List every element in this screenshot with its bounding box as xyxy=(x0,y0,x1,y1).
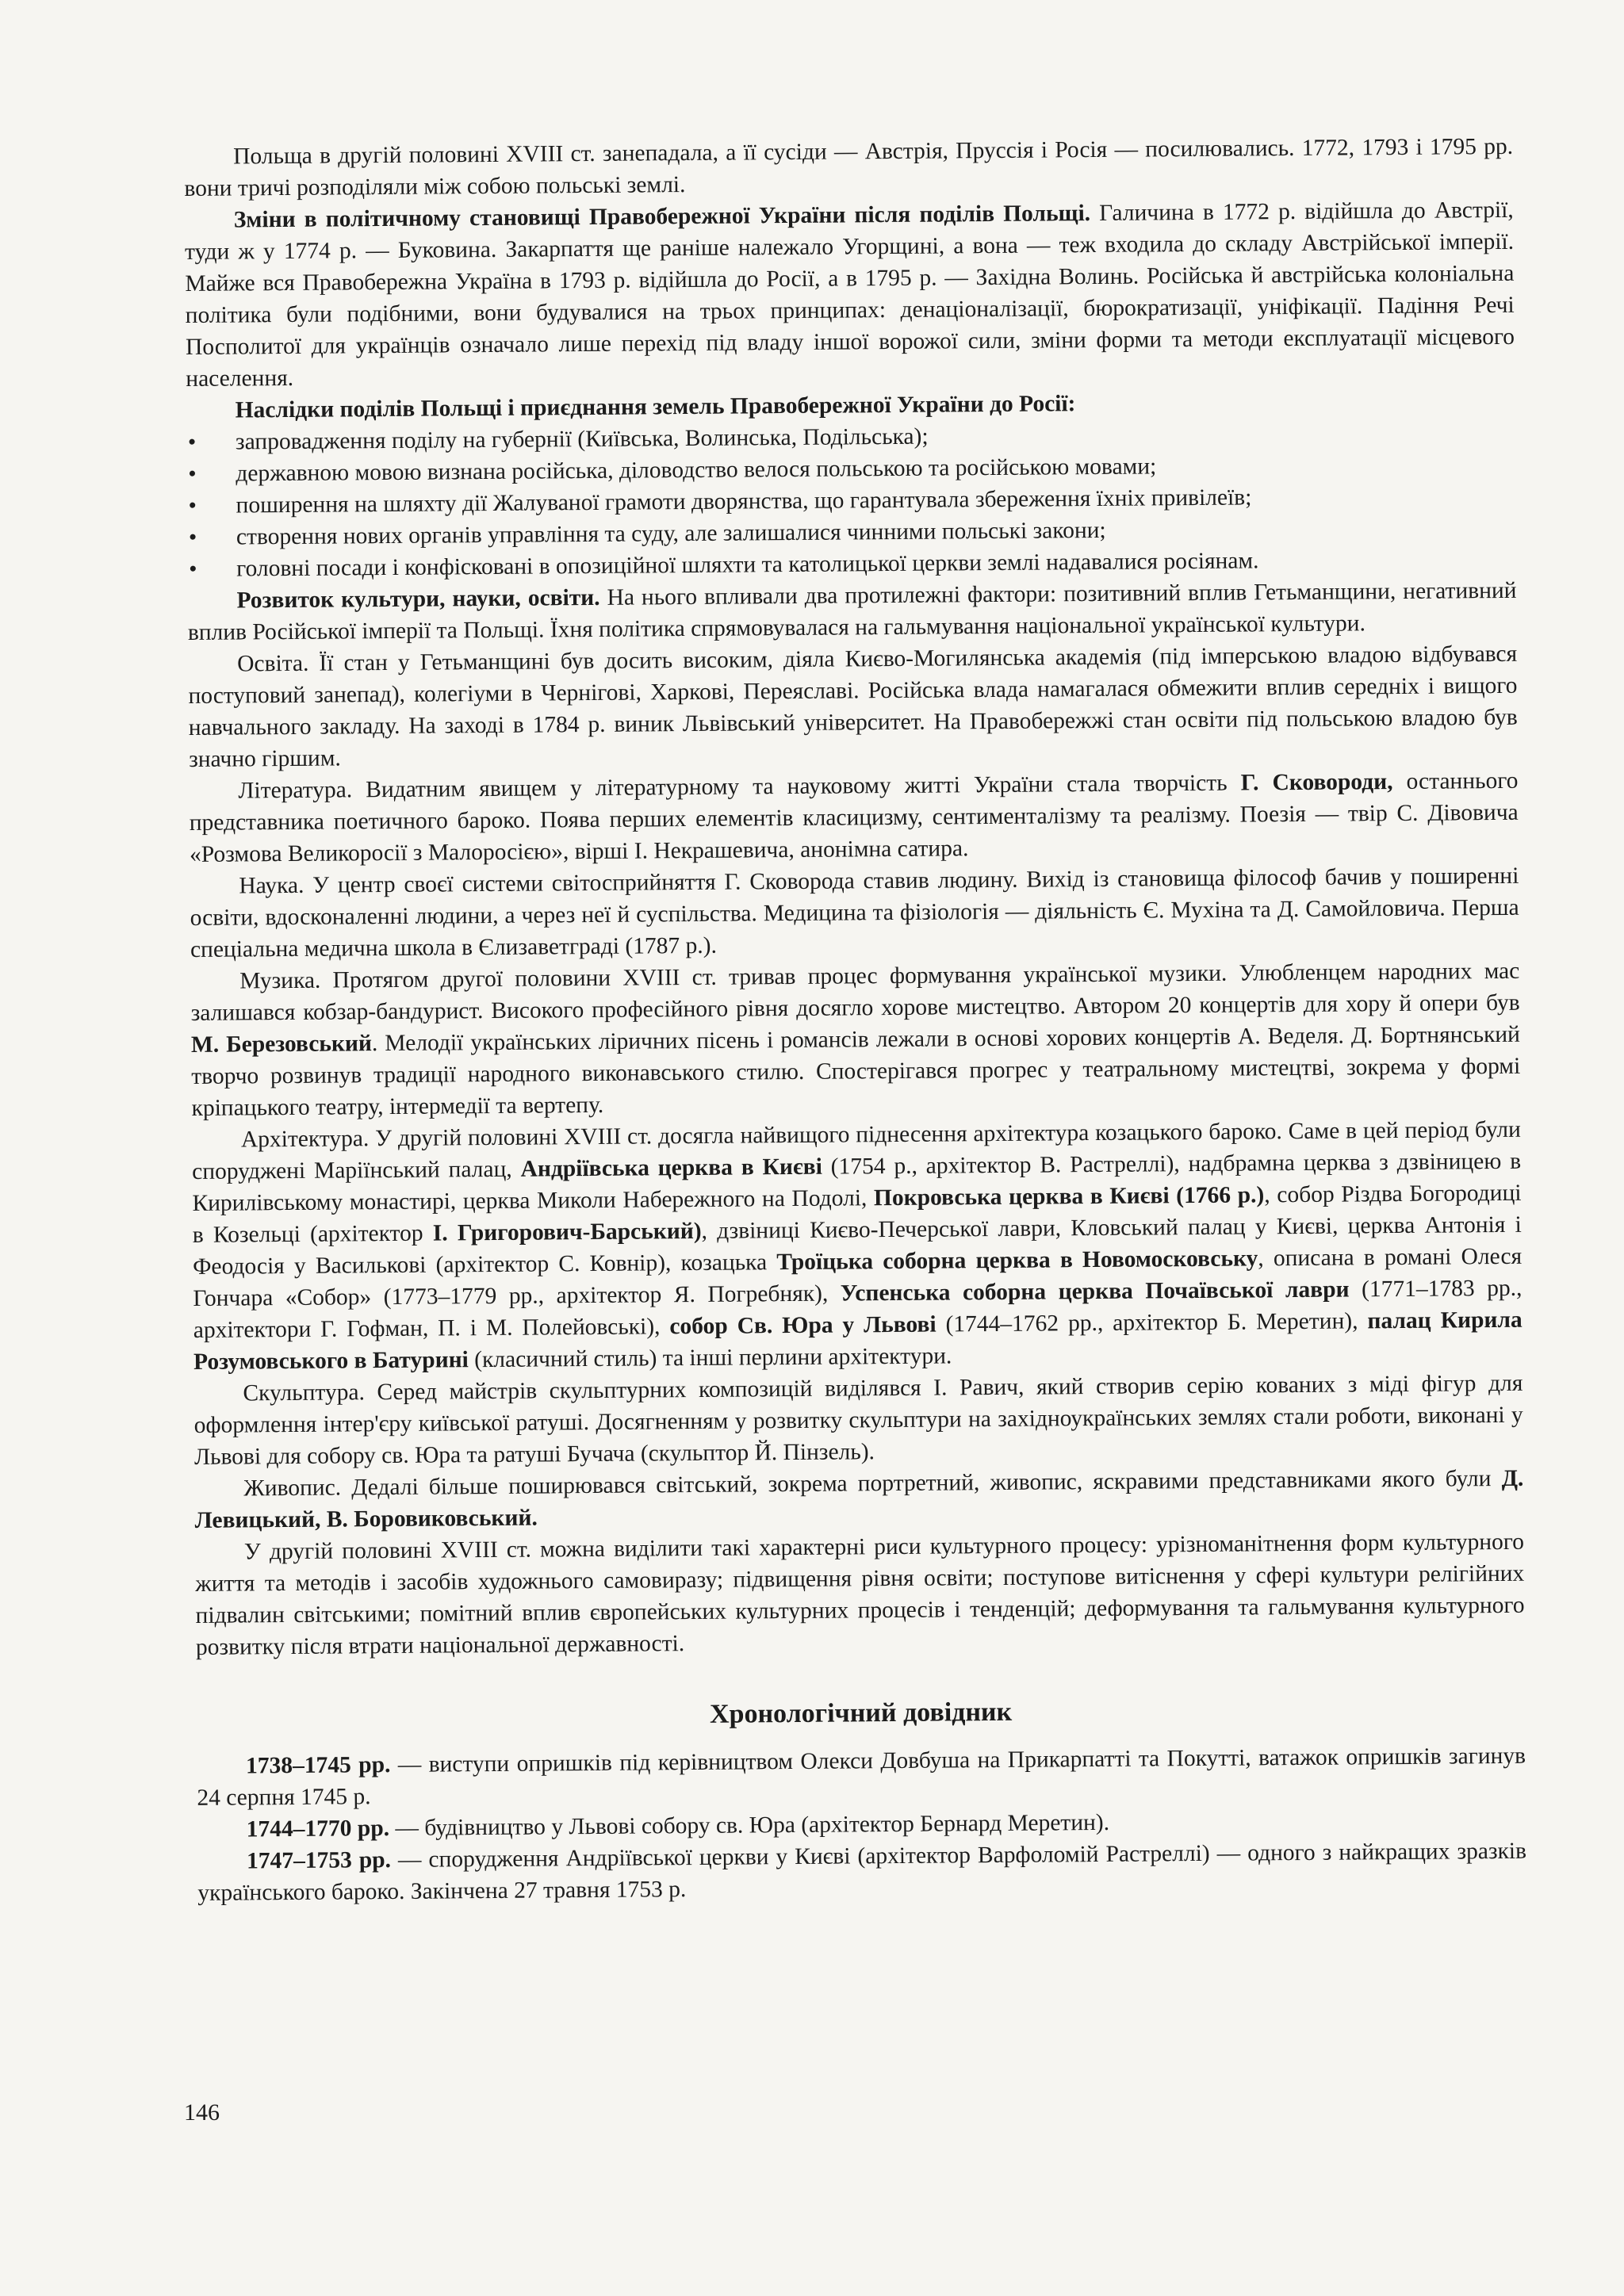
consequences-heading: Наслідки поділів Польщі і приєднання земель Правобережної України до Росії: xyxy=(235,391,1076,423)
bullet-icon: • xyxy=(188,524,197,550)
page-number: 146 xyxy=(184,2099,220,2126)
chronology-entry: 1747–1753 рр. — спорудження Андріївської церкви у Києві (архітектор Варфоломій Растреллі) — одного з найкращих зразків українського бароко. Закінчена 27 травня 1753 р. xyxy=(197,1838,1527,1906)
list-item: • державною мовою визнана російська, діловодство велося польською та російською мовами; xyxy=(186,448,1515,490)
list-item: • запровадження поділу на губернії (Київська, Волинська, Подільська); xyxy=(186,416,1515,458)
changes-paragraph: Зміни в політичному становищі Правобережної України після поділів Польщі. Галичина в 1772 р. відійшла до Австрії, туди ж у 1774 р. — Буковина. Закарпаття ще раніше належало Угорщині, а вона — теж входила до складу Австрійської імперії. Майже вся Правобережна Україна в 1793 р. відійшла до Росії, а в 1795 р. — Західна Волинь. Російська й австрійська колоніальна політика були подібними, вони будувалися на трьох принципах: денаціоналізації, бюрократизації, уніфікації. Падіння Речі Посполитої для українців означало лише перехід під владу іншої ворожої сили, зміни форми та методи експлуатації місцевого населення. xyxy=(184,197,1515,392)
chronology-entry: 1744–1770 рр. — будівництво у Львові собору св. Юра (архітектор Бернард Меретин). xyxy=(246,1809,1110,1843)
bullet-icon: • xyxy=(188,492,197,519)
bullet-icon: • xyxy=(188,461,197,487)
sculpture-paragraph: Скульптура. Серед майстрів скульптурних композицій виділявся І. Равич, який створив серію кованих з міді фігур для оформлення інтер'єру київської ратуші. Досягненням у розвитку скульптури на західноукраїнських землях стали роботи, виконані у Львові для собору св. Юра та ратуші Бучача (скульптор Й. Пінзель). xyxy=(193,1370,1523,1470)
music-paragraph: Музика. Протягом другої половини XVIII ст. тривав процес формування української музики. Улюбленцем народних мас залишався кобзар-бандурист. Високого професійного рівня досягло хорове мистецтво. Автором 20 концертів для хору й опери був М. Березовський. Мелодії українських ліричних пісень і романсів лежали в основі хорових концертів А. Веделя. Д. Бортнянський творчо розвинув традиції народного виконавського стилю. Спостерігався прогрес у театральному мистецтві, зокрема у формі кріпацького театру, інтермедії та вертепу. xyxy=(190,958,1521,1121)
chronology-entry: 1738–1745 рр. — виступи опришків під керівництвом Олекси Довбуша на Прикарпатті та Покутті, ватажок опришків загинув 24 серпня 1745 р. xyxy=(197,1743,1526,1811)
education-paragraph: Освіта. Її стан у Гетьманщині був досить високим, діяла Києво-Могилянська академія (під імперською владою відбувався поступовий занепад), колегіуми в Чернігові, Харкові, Переяславі. Російська влада намагалася обмежити вплив середніх і вищого навчального закладу. На заході в 1784 р. виник Львівський університет. На Правобережжі стан освіти під польською владою був значно гіршим. xyxy=(188,641,1518,772)
literature-paragraph: Література. Видатним явищем у літературному та науковому житті України стала творчість Г. Сковороди, останнього представника поетичного бароко. Поява перших елементів класицизму, сентименталізму та реалізму. Поезія — твір С. Дівовича «Розмова Великоросії з Малоросією», вірші І. Некрашевича, анонімна сатира. xyxy=(189,767,1519,867)
painting-paragraph: Живопис. Дедалі більше поширювався світський, зокрема портретний, живопис, яскравими представниками якого були Д. Левицький, В. Боровиковський. xyxy=(194,1465,1524,1533)
bullet-icon: • xyxy=(187,429,197,455)
architecture-paragraph: Архітектура. У другій половині XVIII ст. досягла найвищого піднесення архітектура козацького бароко. Саме в цей період були споруджені Маріїнський палац, Андріївська церква в Києві (1754 р., архітектор В. Растреллі), надбрамна церква з дзвіницею в Кирилівському монастирі, церква Миколи Набережного на Подолі, Покровська церква в Києві (1766 р.), собор Різдва Богородиці в Козельці (архітектор І. Григорович-Барський), дзвіниці Києво-Печерської лаври, Кловський палац у Києві, церква Антонія і Феодосія у Василькові (архітектор С. Ковнір), козацька Троїцька соборна церква в Новомосковську, описана в романі Олеся Гончара «Собор» (1773–1779 рр., архітектор Я. Погребняк), Успенська соборна церква Почаївської лаври (1771–1783 рр., архітектори Г. Гофман, П. і М. Полейовські), собор Св. Юра у Львові (1744–1762 рр., архітектор Б. Меретин), палац Кирила Розумовського в Батурині (класичний стиль) та інші перлини архітектури. xyxy=(192,1116,1522,1375)
list-item: • створення нових органів управління та суду, але залишалися чинними польські закони; xyxy=(187,511,1516,553)
changes-heading: Зміни в політичному становищі Правобережної України після поділів Польщі. xyxy=(233,201,1091,233)
intro-paragraph: Польща в другій половині XVIII ст. занепадала, а її сусіди — Австрія, Пруссія і Росія — посилювались. 1772, 1793 і 1795 рр. вони тричі розподіляли між собою польські землі. xyxy=(184,133,1514,201)
summary-paragraph: У другій половині XVIII ст. можна виділити такі характерні риси культурного процесу: урізноманітнення форм культурного життя та методів і засобів художнього самовиразу; підвищення рівня освіти; поступове витіснення у сфері культури релігійних підвалин світськими; помітний вплив європейських культурних процесів і тенденцій; деформування та гальмування культурного розвитку після втрати національної державності. xyxy=(195,1529,1525,1660)
list-item: • поширення на шляхту дії Жалуваної грамоти дворянства, що гарантувала збереження їхніх привілеїв; xyxy=(186,480,1515,522)
bullet-icon: • xyxy=(189,556,197,582)
list-item: • головні посади і конфісковані в опозиційної шляхти та католицької церкви землі надавалися росіянам. xyxy=(187,543,1516,585)
culture-paragraph: Розвиток культури, науки, освіти. На нього впливали два протилежні фактори: позитивний вплив Гетьманщини, негативний вплив Російської імперії та Польщі. Їхня політика спрямовувалася на гальмування національної української культури. xyxy=(187,577,1517,645)
consequences-list xyxy=(186,416,1517,585)
science-paragraph: Наука. У центр своєї системи світосприйняття Г. Сковорода ставив людину. Вихід із становища філософ бачив у поширенні освіти, вдосконаленні людини, а через неї й суспільства. Медицина та фізіологія — діяльність Є. Мухіна та Д. Самойловича. Перша спеціальна медична школа в Єлизаветграді (1787 р.). xyxy=(190,863,1519,962)
chronology-heading: Хронологічний довідник xyxy=(709,1697,1013,1729)
culture-heading: Розвиток культури, науки, освіти. xyxy=(236,584,600,614)
page-content xyxy=(184,131,1526,1909)
